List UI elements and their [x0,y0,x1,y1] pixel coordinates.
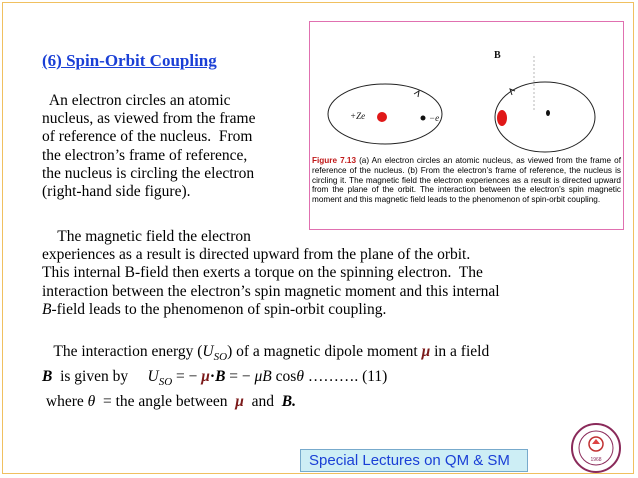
field-line: This internal B-field then exerts a torque on the spinning electron. The [42,264,483,282]
footer-banner: Special Lectures on QM & SM [300,449,528,472]
figure-caption-label: Figure 7.13 [312,156,357,165]
energy-text: = the angle between [95,393,236,411]
u-symbol: U [147,368,159,386]
electron-right [546,110,550,116]
equation-text: cos [271,368,297,386]
u-symbol: U [202,343,214,360]
seal-year: 1968 [590,457,602,463]
energy-text: is given by [52,368,148,386]
slide-title: (6) Spin-Orbit Coupling [42,51,217,70]
energy-line-3 [42,392,489,411]
figure-caption-text: (a) An electron circles an atomic nucleus, as viewed from the frame of reference of the nucleus. (b) From the electron’s frame of reference, the nucleus is circling it. The magnetic field the electron experiences as a result is directed upward from the plane of the orbit. The interaction between the electron’s spin magnetic moment and this magnetic field leads to the phenomenon of spin-orbit coupling. [312,156,621,205]
interaction-energy-paragraph [42,342,489,411]
university-seal [568,422,624,474]
nucleus-left [377,112,387,122]
field-line [42,301,500,319]
energy-text: and [243,393,282,411]
mu-symbol: μ [235,393,244,411]
b-symbol: B [42,368,53,386]
minus-e-label: −e [429,113,440,123]
nucleus-orbit-right [495,82,595,152]
spin-orbit-figure [309,21,624,230]
mu-b-symbol: μB [254,368,272,386]
theta-symbol: θ [296,368,304,386]
equation-number: ………. (11) [303,368,388,386]
energy-line-1 [42,342,489,367]
intro-line: of reference of the nucleus. From [42,128,253,146]
b-symbol: B [215,368,226,386]
energy-text: ) of a magnetic dipole moment [227,343,422,360]
intro-line: (right-hand side figure). [42,183,191,201]
intro-line: the nucleus is circling the electron [42,164,255,182]
orbit-diagram [310,22,625,156]
intro-paragraph [42,92,255,201]
energy-text: The interaction energy ( [42,343,203,360]
theta-symbol: θ [87,393,96,411]
mu-symbol: μ [421,343,431,360]
electron-left [421,116,426,121]
orbit-arrow-left [414,91,419,97]
energy-text: where [42,393,88,411]
mu-symbol: μ [201,368,210,386]
equation-text: = − [172,368,202,386]
field-line: The magnetic field the electron [42,228,251,245]
equation-text: = − [225,368,255,386]
dot-operator: · [209,368,216,386]
field-line-rest: -field leads to the phenomenon of spin-orbit coupling. [51,300,387,318]
magnetic-field-paragraph [42,228,500,319]
so-subscript: SO [213,351,228,364]
so-subscript: SO [158,376,173,389]
intro-line: the electron’s frame of reference, [42,146,248,164]
energy-text: in a field [430,343,490,360]
intro-line: An electron circles an atomic [42,92,231,109]
nucleus-right [497,110,507,126]
field-line: interaction between the electron’s spin magnetic moment and this internal [42,282,500,300]
intro-line: nucleus, as viewed from the frame [42,110,256,128]
energy-line-2 [42,367,489,392]
plus-ze-label: +Ze [350,111,366,121]
figure-caption [312,156,621,205]
b-symbol: B [42,300,52,318]
field-line: experiences as a result is directed upward from the plane of the orbit. [42,246,471,264]
b-symbol: B. [281,393,296,411]
b-field-label: B [494,50,501,61]
